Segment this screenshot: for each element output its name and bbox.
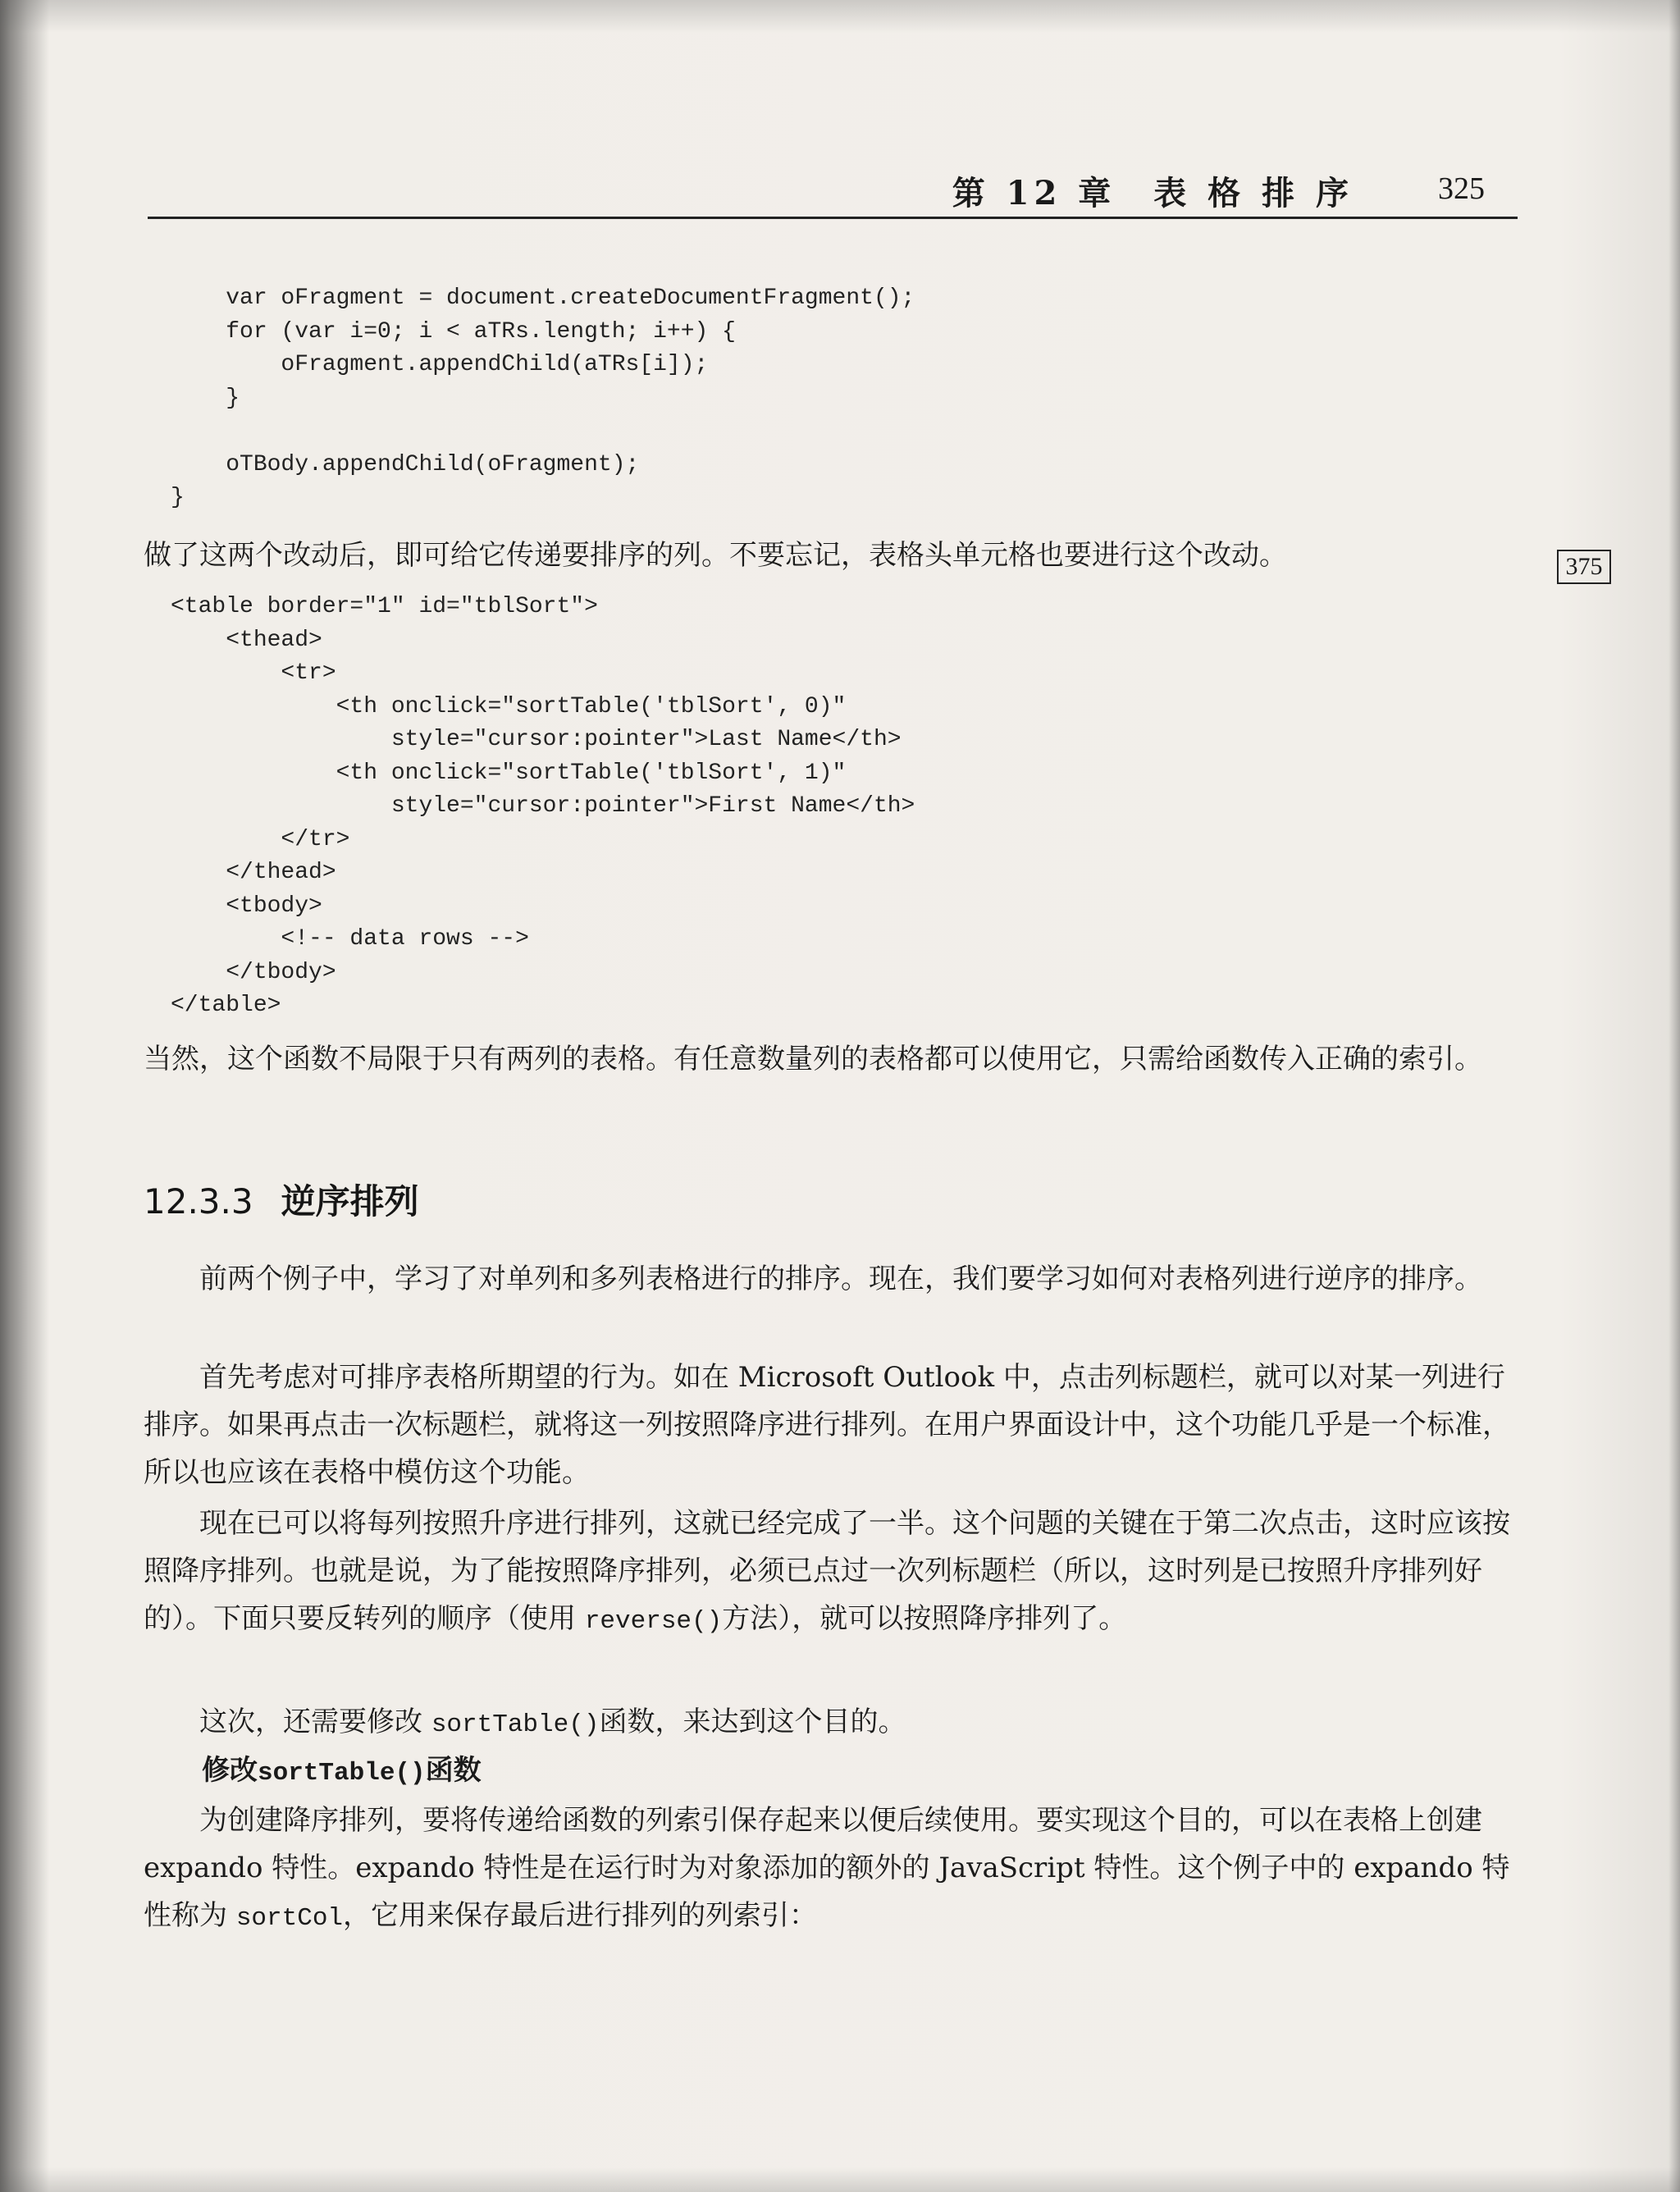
paragraph-modify [144, 1698, 1522, 1749]
modify-text-after: 函数，来达到这个目的。 [599, 1706, 906, 1738]
paragraph-intro: 前两个例子中，学习了对单列和多列表格进行的排序。现在，我们要学习如何对表格列进行逆序的排序。 [199, 1263, 1482, 1295]
chapter-title: 第 12 章 表 格 排 序 [952, 174, 1354, 212]
section-number: 12.3.3 [144, 1181, 253, 1222]
subheading-before: 修改 [202, 1754, 258, 1787]
modify-text-before: 这次，还需要修改 [199, 1706, 431, 1738]
subheading-after: 函数 [425, 1754, 482, 1787]
section-title-text: 逆序排列 [281, 1181, 419, 1222]
spine-shadow [0, 0, 49, 2192]
sorttable-code: sortTable() [431, 1710, 600, 1739]
subheading-code: sortTable() [258, 1759, 426, 1788]
paragraph-reverse [144, 1500, 1522, 1646]
reverse-text-before: 现在已可以将每列按照升序进行排列，这就已经完成了一半。这个问题的关键在于第二次点击，这时应该按照降序排列。也就是说，为了能按照降序排列，必须已点过一次列标题栏（所以，这时列是已按照升序排列好的）。下面只要反转列的顺序（使用 [144, 1507, 1510, 1635]
top-shadow [0, 0, 1680, 33]
sortcol-code: sortCol [235, 1904, 344, 1933]
expando-text-before: 为创建降序排列，要将传递给函数的列索引保存起来以便后续使用。要实现这个目的，可以在表格上创建 expando 特性。expando 特性是在运行时为对象添加的额外的 JavaScript 特性。这个例子中的 expando 特性称为 [144, 1804, 1510, 1932]
code-block-fragment: var oFragment = document.createDocumentFragment(); for (var i=0; i < aTRs.length; i++) { oFragment.appendChild(aTRs[i]); } oTBody.appendChild(oFragment); } [171, 285, 915, 510]
reverse-text-after: 方法），就可以按照降序排列了。 [722, 1602, 1127, 1635]
expando-text-after: ，它用来保存最后进行排列的列索引： [343, 1899, 818, 1932]
paragraph-after-code: 做了这两个改动后，即可给它传递要排序的列。不要忘记，表格头单元格也要进行这个改动。 [144, 539, 1287, 572]
bottom-shadow [0, 2167, 1680, 2192]
code-block-table: <table border="1" id="tblSort"> <thead> <tr> <th onclick="sortTable('tblSort', 0)" style="cursor:pointer">Last Name</th> <th onclick="sortTable('tblSort', 1)" style="cursor:pointer">First Name</th> </tr> </thead> <tbody> <!-- data rows --> </tbody> </table> [171, 594, 915, 1018]
section-heading [144, 1175, 419, 1224]
page-edge [1669, 0, 1680, 2192]
page-number: 325 [1438, 171, 1485, 206]
reverse-method-code: reverse() [584, 1607, 723, 1636]
paragraph-outlook: 首先考虑对可排序表格所期望的行为。如在 Microsoft Outlook 中，点击列标题栏，就可以对某一列进行排序。如果再点击一次标题栏，就将这一列按照降序进行排列。在用户界面设计中，这个功能几乎是一个标准，所以也应该在表格中模仿这个功能。 [144, 1361, 1510, 1489]
running-header [148, 166, 1518, 219]
subheading [202, 1747, 482, 1797]
paragraph-expando [144, 1797, 1522, 1943]
paragraph-index-note: 当然，这个函数不局限于只有两列的表格。有任意数量列的表格都可以使用它，只需给函数传入正确的索引。 [144, 1043, 1482, 1075]
margin-page-reference: 375 [1557, 550, 1611, 584]
